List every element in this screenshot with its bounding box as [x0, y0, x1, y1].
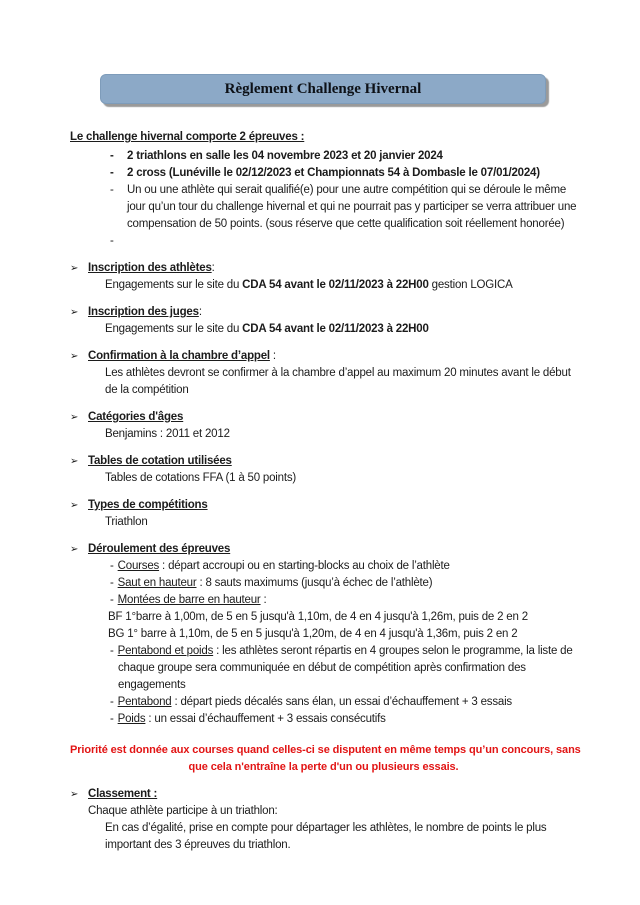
- event-text: un essai d’échauffement + 3 essais consécutifs: [154, 713, 386, 725]
- event-rule-pentabond: [70, 694, 577, 711]
- arrow-bullet-icon: ➢: [70, 307, 79, 318]
- section-body: [70, 321, 577, 338]
- section-heading-row: [70, 260, 577, 277]
- title-banner: [100, 74, 546, 104]
- event-term: Courses: [117, 560, 160, 572]
- section-heading-row: [70, 786, 577, 803]
- section-heading-row: [70, 304, 577, 321]
- intro-bullet-4-text: [127, 233, 577, 250]
- event-rule-courses: [70, 558, 577, 575]
- dash-marker: -: [110, 235, 114, 247]
- priority-note-line-1: Priorité est donnée aux courses quand celles-ci se disputent en même temps qu’un concours, sans: [70, 744, 581, 756]
- section-heading-suffix: :: [211, 262, 215, 274]
- section-body: Triathlon: [105, 516, 148, 528]
- section-heading-row: [70, 453, 577, 470]
- section-heading: Tables de cotation utilisées: [88, 455, 232, 467]
- dash-marker: -: [110, 167, 114, 179]
- section-heading: Catégories d'âges: [88, 411, 184, 423]
- classement-intro: Chaque athlète participe à un triathlon:: [88, 805, 278, 817]
- section-heading: Types de compétitions: [88, 499, 208, 511]
- priority-note: [70, 742, 581, 776]
- event-rule-poids: [70, 711, 577, 728]
- event-term: Pentabond: [117, 696, 172, 708]
- section-heading-suffix: :: [198, 306, 202, 318]
- body-text-bold: CDA 54 avant le 02/11/2023 à 22H00: [242, 279, 429, 291]
- event-sep: :: [213, 645, 223, 657]
- dash-marker: -: [110, 645, 114, 657]
- intro-bullet-1: [70, 148, 577, 165]
- dash-marker: -: [110, 577, 114, 589]
- body-text-bold: CDA 54 avant le 02/11/2023 à 22H00: [242, 323, 429, 335]
- priority-note-line-2: que cela n'entraîne la perte d'un ou plusieurs essais.: [188, 761, 459, 773]
- intro-bullet-2: [70, 165, 577, 182]
- intro-bullet-1-text: 2 triathlons en salle les 04 novembre 2023 et 20 janvier 2024: [127, 150, 443, 162]
- section-heading: Classement :: [88, 788, 158, 800]
- section-inscription-juges: [70, 304, 577, 338]
- intro-bullet-4-empty: [70, 233, 577, 250]
- arrow-bullet-icon: ➢: [70, 351, 79, 362]
- event-term: Montées de barre en hauteur: [117, 594, 261, 606]
- dash-marker: -: [110, 594, 114, 606]
- section-body: Tables de cotations FFA (1 à 50 points): [105, 472, 297, 484]
- arrow-bullet-icon: ➢: [70, 789, 79, 800]
- intro-bullet-3-text: Un ou une athlète qui serait qualifié(e) pour une autre compétition qui se déroule le même jour qu’un tour du challenge hivernal et qui ne pourrait pas y participer se verra attribuer une compensation de 50 points. (sous réserve que cette qualification soit réellement honorée): [127, 184, 577, 230]
- event-term: Poids: [117, 713, 146, 725]
- dash-marker: -: [110, 560, 114, 572]
- event-rule-pentabond-poids: [70, 643, 577, 694]
- section-heading: Confirmation à la chambre d’appel: [88, 350, 270, 362]
- dash-marker: -: [110, 150, 114, 162]
- event-text: départ accroupi ou en starting-blocks au choix de l’athlète: [168, 560, 450, 572]
- body-text: Engagements sur le site du: [105, 323, 243, 335]
- bar-heights-bg: BG 1° barre à 1,10m, de 5 en 5 jusqu'à 1,20m, de 4 en 4 jusqu'à 1,36m, puis 2 en 2: [108, 628, 518, 640]
- section-body: [70, 277, 577, 294]
- section-body: Benjamins : 2011 et 2012: [105, 428, 230, 440]
- section-heading-row: [70, 497, 577, 514]
- section-heading: Déroulement des épreuves: [88, 543, 231, 555]
- section-heading-suffix: :: [269, 350, 276, 362]
- section-tables-cotation: [70, 453, 577, 487]
- dash-marker: -: [110, 713, 114, 725]
- bar-heights-bf: BF 1°barre à 1,00m, de 5 en 5 jusqu'à 1,10m, de 4 en 4 jusqu'à 1,26m, puis de 2 en 2: [108, 611, 528, 623]
- section-heading: Inscription des juges: [88, 306, 199, 318]
- event-text: départ pieds décalés sans élan, un essai d’échauffement + 3 essais: [180, 696, 512, 708]
- event-sep: :: [159, 560, 169, 572]
- section-classement: [70, 786, 577, 854]
- intro-bullet-2-text: 2 cross (Lunéville le 02/12/2023 et Championnats 54 à Dombasle le 07/01/2024): [127, 167, 540, 179]
- arrow-bullet-icon: ➢: [70, 263, 79, 274]
- event-term: Pentabond et poids: [117, 645, 214, 657]
- event-sep: :: [196, 577, 206, 589]
- section-types-competitions: [70, 497, 577, 531]
- event-sep: :: [171, 696, 181, 708]
- section-heading-row: [70, 541, 577, 558]
- dash-marker: -: [110, 184, 114, 196]
- event-sep: :: [145, 713, 155, 725]
- arrow-bullet-icon: ➢: [70, 500, 79, 511]
- body-text: Engagements sur le site du: [105, 279, 243, 291]
- document-title: Règlement Challenge Hivernal: [224, 80, 422, 97]
- arrow-bullet-icon: ➢: [70, 456, 79, 467]
- intro-heading: Le challenge hivernal comporte 2 épreuves :: [70, 131, 305, 143]
- section-heading: Inscription des athlètes: [88, 262, 212, 274]
- event-term: Saut en hauteur: [117, 577, 197, 589]
- arrow-bullet-icon: ➢: [70, 544, 79, 555]
- dash-marker: -: [110, 696, 114, 708]
- section-categories-ages: [70, 409, 577, 443]
- document-content: [70, 129, 581, 854]
- event-text: les athlètes seront répartis en 4 groupes selon le programme, la liste de chaque groupe sera communiquée en début de compétition après confirmation des engagements: [118, 645, 573, 691]
- event-text: 8 sauts maximums (jusqu’à échec de l’athlète): [205, 577, 433, 589]
- section-body: Les athlètes devront se confirmer à la chambre d’appel au maximum 20 minutes avant le début de la compétition: [105, 367, 571, 396]
- arrow-bullet-icon: ➢: [70, 412, 79, 423]
- section-deroulement-epreuves: [70, 541, 577, 728]
- body-text: gestion LOGICA: [428, 279, 513, 291]
- event-rule-montees-barre: [70, 592, 577, 609]
- classement-tiebreak: En cas d’égalité, prise en compte pour départager les athlètes, le nombre de points le plus important des 3 épreuves du triathlon.: [105, 822, 547, 851]
- section-inscription-athletes: [70, 260, 577, 294]
- event-rule-saut-hauteur: [70, 575, 577, 592]
- intro-bullet-3: [70, 182, 577, 233]
- section-heading-row: [70, 348, 577, 365]
- section-chambre-appel: [70, 348, 577, 399]
- event-sep: :: [260, 594, 267, 606]
- section-heading-row: [70, 409, 577, 426]
